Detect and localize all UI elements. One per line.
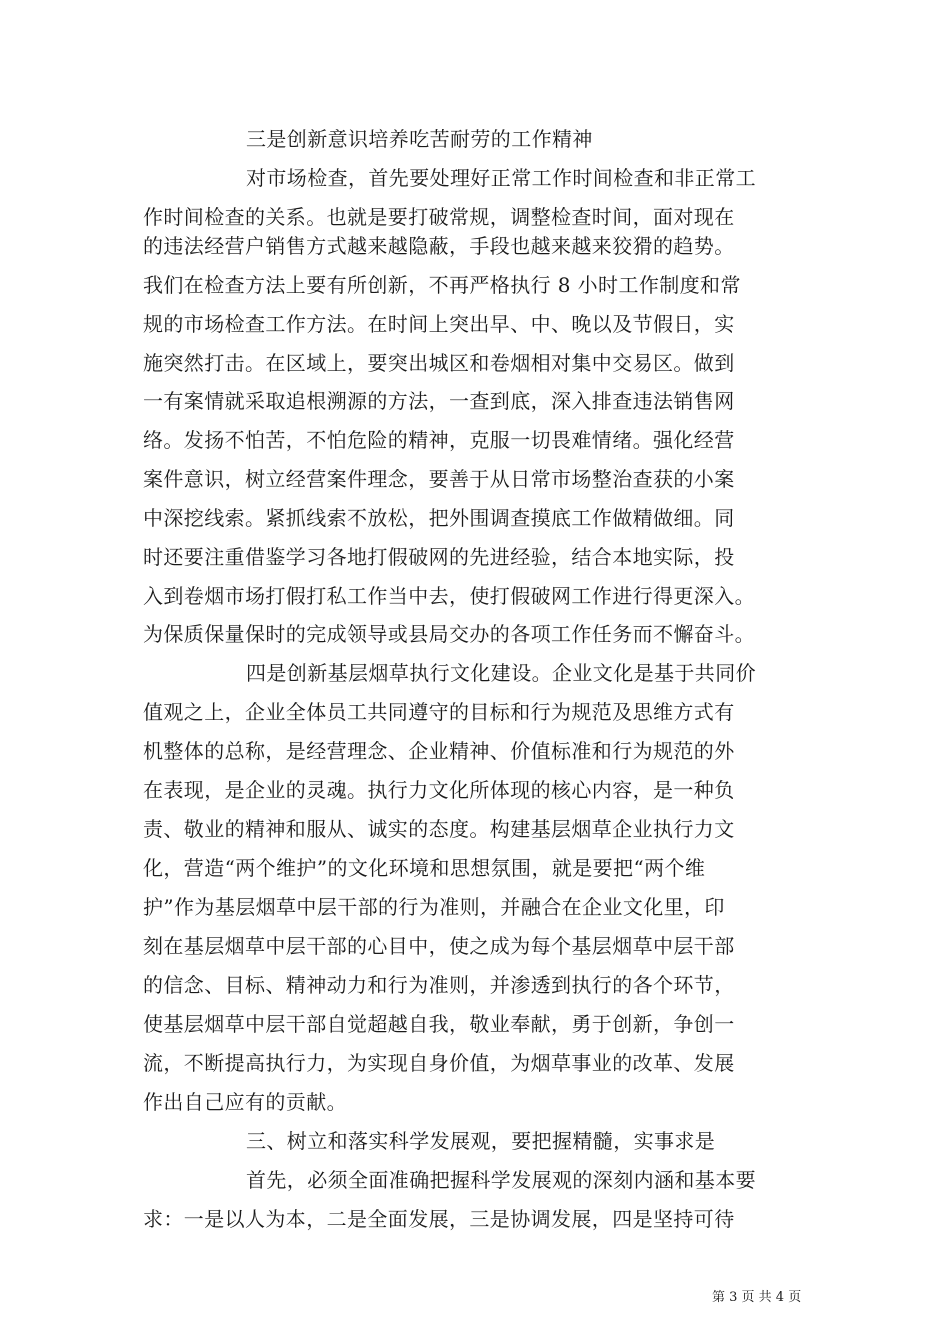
- paragraph-line: 我们在检查方法上要有所创新，不再严格执行 8 小时工作制度和常: [143, 273, 741, 297]
- paragraph-line: 时还要注重借鉴学习各地打假破网的先进经验，结合本地实际，投: [143, 545, 735, 569]
- paragraph-first-line: 首先，必须全面准确把握科学发展观的深刻内涵和基本要: [246, 1168, 756, 1192]
- paragraph-line: 刻在基层烟草中层干部的心目中，使之成为每个基层烟草中层干部: [143, 934, 735, 958]
- paragraph-line: 为保质保量保时的完成领导或县局交办的各项工作任务而不懈奋斗。: [143, 622, 755, 646]
- paragraph-line: 入到卷烟市场打假打私工作当中去，使打假破网工作进行得更深入。: [143, 584, 755, 608]
- paragraph-line: 规的市场检查工作方法。在时间上突出早、中、晚以及节假日，实: [143, 312, 735, 336]
- paragraph-line: 的信念、目标、精神动力和行为准则，并渗透到执行的各个环节，: [143, 973, 735, 997]
- paragraph-line: 施突然打击。在区域上，要突出城区和卷烟相对集中交易区。做到: [143, 351, 735, 375]
- paragraph-line: 值观之上，企业全体员工共同遵守的目标和行为规范及思维方式有: [143, 700, 735, 724]
- paragraph-line: 络。发扬不怕苦，不怕危险的精神，克服一切畏难情绪。强化经营: [143, 428, 735, 452]
- paragraph-line: 案件意识，树立经营案件理念，要善于从日常市场整治查获的小案: [143, 467, 735, 491]
- paragraph-line: 作时间检查的关系。也就是要打破常规，调整检查时间，面对现在: [143, 205, 735, 229]
- paragraph-line: 的违法经营户销售方式越来越隐蔽，手段也越来越来狡猾的趋势。: [143, 234, 735, 258]
- page-number-footer: 第 3 页 共 4 页: [712, 1290, 802, 1305]
- paragraph-line: 责、敬业的精神和服从、诚实的态度。构建基层烟草企业执行力文: [143, 817, 735, 841]
- section-heading-line: 三是创新意识培养吃苦耐劳的工作精神: [246, 127, 593, 151]
- paragraph-line: 护”作为基层烟草中层干部的行为准则，并融合在企业文化里，印: [143, 895, 725, 919]
- paragraph-line: 化，营造“两个维护”的文化环境和思想氛围，就是要把“两个维: [143, 856, 706, 880]
- paragraph-line: 在表现，是企业的灵魂。执行力文化所体现的核心内容，是一种负: [143, 778, 735, 802]
- section-heading-line: 三、树立和落实科学发展观，要把握精髓，实事求是: [246, 1129, 716, 1153]
- paragraph-line: 使基层烟草中层干部自觉超越自我，敬业奉献，勇于创新，争创一: [143, 1012, 735, 1036]
- paragraph-line: 中深挖线索。紧抓线索不放松，把外围调查摸底工作做精做细。同: [143, 506, 735, 530]
- paragraph-line: 流，不断提高执行力，为实现自身价值，为烟草事业的改革、发展: [143, 1051, 735, 1075]
- paragraph-first-line: 四是创新基层烟草执行文化建设。企业文化是基于共同价: [246, 661, 756, 685]
- paragraph-line: 作出自己应有的贡献。: [143, 1090, 347, 1114]
- paragraph-line: 一有案情就采取追根溯源的方法，一查到底，深入排查违法销售网: [143, 389, 735, 413]
- paragraph-line: 求：一是以人为本，二是全面发展，三是协调发展，四是坚持可待: [143, 1207, 735, 1231]
- paragraph-first-line: 对市场检查，首先要处理好正常工作时间检查和非正常工: [246, 166, 756, 190]
- paragraph-line: 机整体的总称，是经营理念、企业精神、价值标准和行为规范的外: [143, 739, 735, 763]
